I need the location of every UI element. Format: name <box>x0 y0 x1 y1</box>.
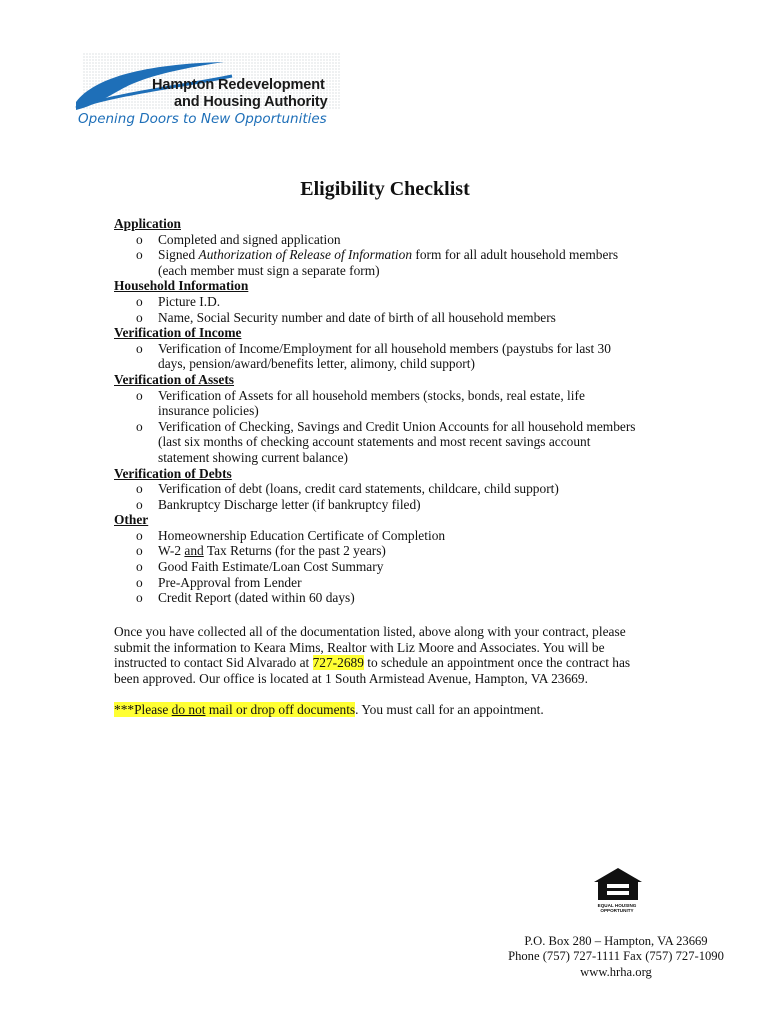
section-heading-application: Application <box>114 216 181 231</box>
bullet-icon: o <box>136 559 143 575</box>
bullet-icon: o <box>136 590 143 606</box>
notice-paragraph: ***Please do not mail or drop off documents. You must call for an appointment. <box>114 702 544 717</box>
page-title: Eligibility Checklist <box>300 178 470 200</box>
section-heading-household: Household Information <box>114 278 249 294</box>
form-name: Authorization of Release of Information <box>198 247 413 263</box>
hrha-logo <box>74 50 344 134</box>
bullet-icon: o <box>136 543 143 559</box>
checklist-item: o Bankruptcy Discharge letter (if bankruptcy filed) <box>136 496 421 512</box>
bullet-icon: o <box>136 496 143 512</box>
bullet-icon: o <box>136 309 143 325</box>
bullet-icon: o <box>136 387 143 403</box>
section-heading-debts: Verification of Debts <box>114 465 232 481</box>
logo-name-line1: Hampton Redevelopment <box>152 77 325 93</box>
checklist-item: o Verification of Assets for all household members (stocks, bonds, real estate, life insurance policies) <box>136 387 585 419</box>
bullet-icon: o <box>136 527 143 543</box>
checklist-item: o Picture I.D. <box>136 293 221 309</box>
footer-website-link[interactable]: www.hrha.org <box>580 964 652 979</box>
section-heading-assets: Verification of Assets <box>114 371 235 387</box>
phone-number: 727-2689 <box>312 655 364 671</box>
footer-address: P.O. Box 280 – Hampton, VA 23669 <box>524 934 708 948</box>
equal-housing-line2: OPPORTUNITY <box>600 908 634 913</box>
instructions-paragraph: Once you have collected all of the documentation listed, above along with your contract, please submit the information to Keara Mims, Realtor with Liz Moore and Associates. You will be instructed to contact Sid Alvarado at 727-2689 to schedule an appointment once the contract has been approved. Our office is located at 1 South Armistead Avenue, Hampton, VA 23669. <box>114 624 631 686</box>
logo-tagline: Opening Doors to New Opportunities <box>78 111 327 127</box>
bullet-icon: o <box>136 247 143 263</box>
eligibility-checklist <box>114 216 674 606</box>
checklist-item: o Completed and signed application <box>136 231 341 247</box>
checklist-item: o W-2 and Tax Returns (for the past 2 years) <box>136 543 386 559</box>
equal-housing-line1: EQUAL HOUSING <box>597 903 637 908</box>
checklist-item: o Verification of debt (loans, credit card statements, childcare, child support) <box>136 481 559 497</box>
logo-name-line2: and Housing Authority <box>174 94 328 110</box>
footer-contact <box>480 934 752 980</box>
bullet-icon: o <box>136 340 143 356</box>
checklist-item: o Signed Authorization of Release of Information form for all adult household members (each member must sign a separate form) <box>136 247 619 278</box>
section-heading-income: Verification of Income <box>114 325 242 341</box>
checklist-item: o Verification of Income/Employment for all household members (paystubs for last 30 days, pension/award/benefits letter, alimony, child support) <box>136 340 611 372</box>
bullet-icon: o <box>136 293 143 309</box>
checklist-item: o Homeownership Education Certificate of Completion <box>136 527 446 543</box>
checklist-item: o Credit Report (dated within 60 days) <box>136 590 355 606</box>
section-heading-other: Other <box>114 512 149 528</box>
bullet-icon: o <box>136 418 143 434</box>
notice-highlight: ***Please do not mail or drop off documents <box>114 702 356 717</box>
bullet-icon: o <box>136 481 143 497</box>
bullet-icon: o <box>136 574 143 590</box>
checklist-item: o Good Faith Estimate/Loan Cost Summary <box>136 559 384 575</box>
equal-housing-logo <box>590 866 646 918</box>
checklist-item: o Verification of Checking, Savings and Credit Union Accounts for all household members (last six months of checking account statements and most recent savings account statement showing current balance) <box>136 418 636 465</box>
bullet-icon: o <box>136 231 143 247</box>
footer-phone: Phone (757) 727-1111 Fax (757) 727-1090 <box>508 949 724 964</box>
checklist-item: o Name, Social Security number and date of birth of all household members <box>136 309 556 325</box>
checklist-item: o Pre-Approval from Lender <box>136 574 302 590</box>
house-icon <box>590 866 646 902</box>
